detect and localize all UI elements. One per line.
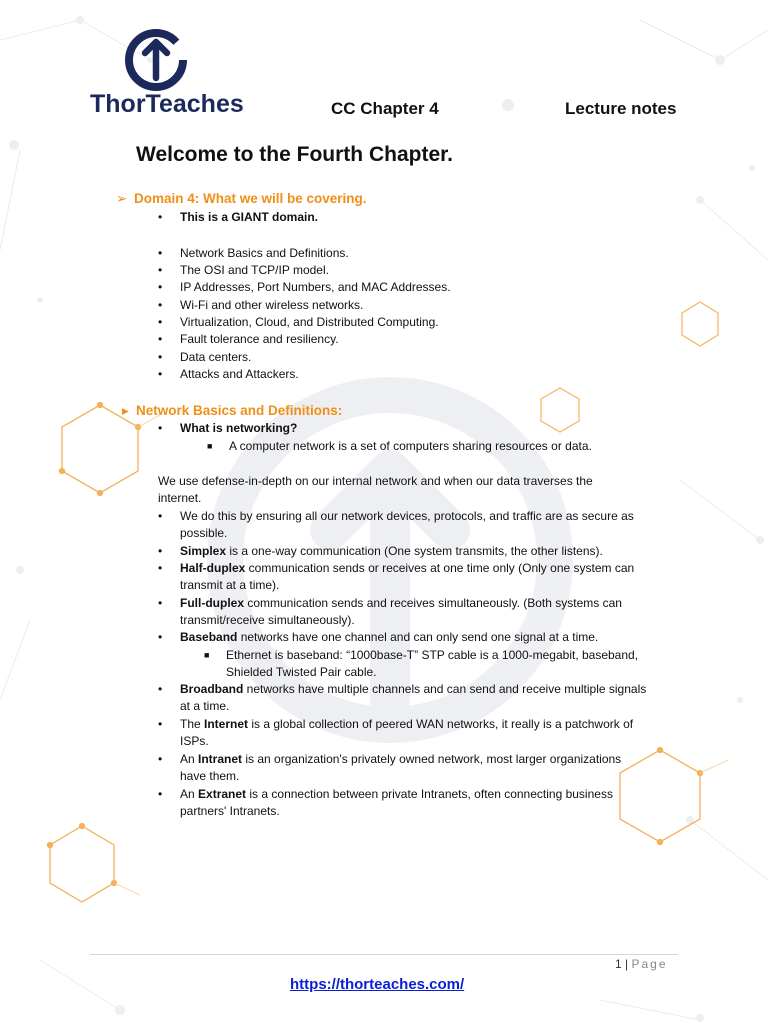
list-item: • Simplex is a one-way communication (One system transmits, the other listens). bbox=[158, 544, 603, 558]
thorteaches-logo-icon bbox=[118, 26, 194, 94]
list-item-continuation: transmit/receive simultaneously). bbox=[180, 613, 355, 627]
list-item: • Baseband networks have one channel and can only send one signal at a time. bbox=[158, 630, 599, 644]
list-item-continuation: at a time. bbox=[180, 699, 230, 713]
bullet-icon: • bbox=[158, 787, 163, 801]
hexagon-decor-2 bbox=[541, 388, 579, 432]
bullet-icon: • bbox=[158, 350, 163, 364]
list-item: • We do this by ensuring all our network devices, protocols, and traffic are as secure as bbox=[158, 509, 634, 523]
paragraph-line: internet. bbox=[158, 491, 202, 505]
bullet-icon: • bbox=[158, 263, 163, 277]
page-title: Welcome to the Fourth Chapter. bbox=[136, 143, 453, 166]
list-item-continuation: ISPs. bbox=[180, 734, 209, 748]
list-item-continuation: possible. bbox=[180, 526, 228, 540]
bullet-icon: • bbox=[158, 332, 163, 346]
bullet-icon: • bbox=[158, 717, 163, 731]
list-item: • IP Addresses, Port Numbers, and MAC Addresses. bbox=[158, 280, 451, 294]
hexagon-decor-5 bbox=[48, 824, 117, 903]
list-item: • Broadband networks have multiple channels and can send and receive multiple signals bbox=[158, 682, 647, 696]
bullet-icon: • bbox=[158, 210, 163, 224]
list-item-continuation: have them. bbox=[180, 769, 240, 783]
list-item: • The Internet is a global collection of peered WAN networks, it really is a patchwork of bbox=[158, 717, 634, 731]
section-heading-network-basics: ▸ Network Basics and Definitions: bbox=[122, 403, 343, 418]
bullet-icon: • bbox=[158, 298, 163, 312]
arrow-bullet-icon: ▸ bbox=[122, 403, 129, 418]
list-item: • Data centers. bbox=[158, 350, 252, 364]
list-item: • What is networking? bbox=[158, 421, 298, 435]
sub-list-item: ■ A computer network is a set of computers sharing resources or data. bbox=[207, 439, 592, 453]
bullet-icon: • bbox=[158, 544, 163, 558]
bullet-icon: • bbox=[158, 509, 163, 523]
hexagon-decor-1 bbox=[682, 302, 718, 346]
paragraph-line: We use defense-in-depth on our internal network and when our data traverses the bbox=[158, 474, 593, 488]
footer-website-link[interactable]: https://thorteaches.com/ bbox=[290, 976, 465, 993]
sub-list-item: ■ Ethernet is baseband: “1000base-T” STP cable is a 1000-megabit, baseband, bbox=[204, 648, 639, 662]
bullet-icon: • bbox=[158, 752, 163, 766]
bullet-icon: • bbox=[158, 315, 163, 329]
bullet-icon: • bbox=[158, 630, 163, 644]
footer-divider bbox=[90, 954, 678, 955]
sub-list-item-continuation: Shielded Twisted Pair cable. bbox=[226, 665, 377, 679]
list-item: • Network Basics and Definitions. bbox=[158, 246, 349, 260]
list-item: • Half-duplex communication sends or receives at one time only (Only one system can bbox=[158, 561, 635, 575]
bullet-icon: • bbox=[158, 421, 163, 435]
bullet-icon: • bbox=[158, 561, 163, 575]
list-item: • Attacks and Attackers. bbox=[158, 367, 299, 381]
list-item: • The OSI and TCP/IP model. bbox=[158, 263, 329, 277]
list-item-continuation: partners' Intranets. bbox=[180, 804, 280, 818]
bullet-icon: • bbox=[158, 682, 163, 696]
bullet-icon: • bbox=[158, 246, 163, 260]
header-chapter: CC Chapter 4 bbox=[331, 99, 439, 118]
bullet-icon: • bbox=[158, 280, 163, 294]
bullet-icon: • bbox=[158, 596, 163, 610]
list-item: • Full-duplex communication sends and receives simultaneously. (Both systems can bbox=[158, 596, 622, 610]
square-bullet-icon: ■ bbox=[204, 650, 210, 660]
list-item: • An Intranet is an organization's privately owned network, most larger organizations bbox=[158, 752, 622, 766]
bullet-icon: • bbox=[158, 367, 163, 381]
arrow-bullet-icon: ➢ bbox=[116, 191, 128, 206]
page-number: 1 | Page bbox=[615, 957, 668, 971]
list-item-continuation: transmit at a time). bbox=[180, 578, 280, 592]
list-item: • Fault tolerance and resiliency. bbox=[158, 332, 339, 346]
header-lecture-notes: Lecture notes bbox=[565, 99, 677, 118]
list-item: • Virtualization, Cloud, and Distributed Computing. bbox=[158, 315, 439, 329]
list-item: • Wi-Fi and other wireless networks. bbox=[158, 298, 364, 312]
square-bullet-icon: ■ bbox=[207, 441, 213, 451]
brand-name: ThorTeaches bbox=[90, 90, 244, 118]
hexagon-decor-4 bbox=[620, 748, 703, 845]
list-item: • This is a GIANT domain. bbox=[158, 210, 319, 224]
section-heading-domain4: ➢ Domain 4: What we will be covering. bbox=[116, 191, 367, 206]
list-item: • An Extranet is a connection between private Intranets, often connecting business bbox=[158, 787, 613, 801]
